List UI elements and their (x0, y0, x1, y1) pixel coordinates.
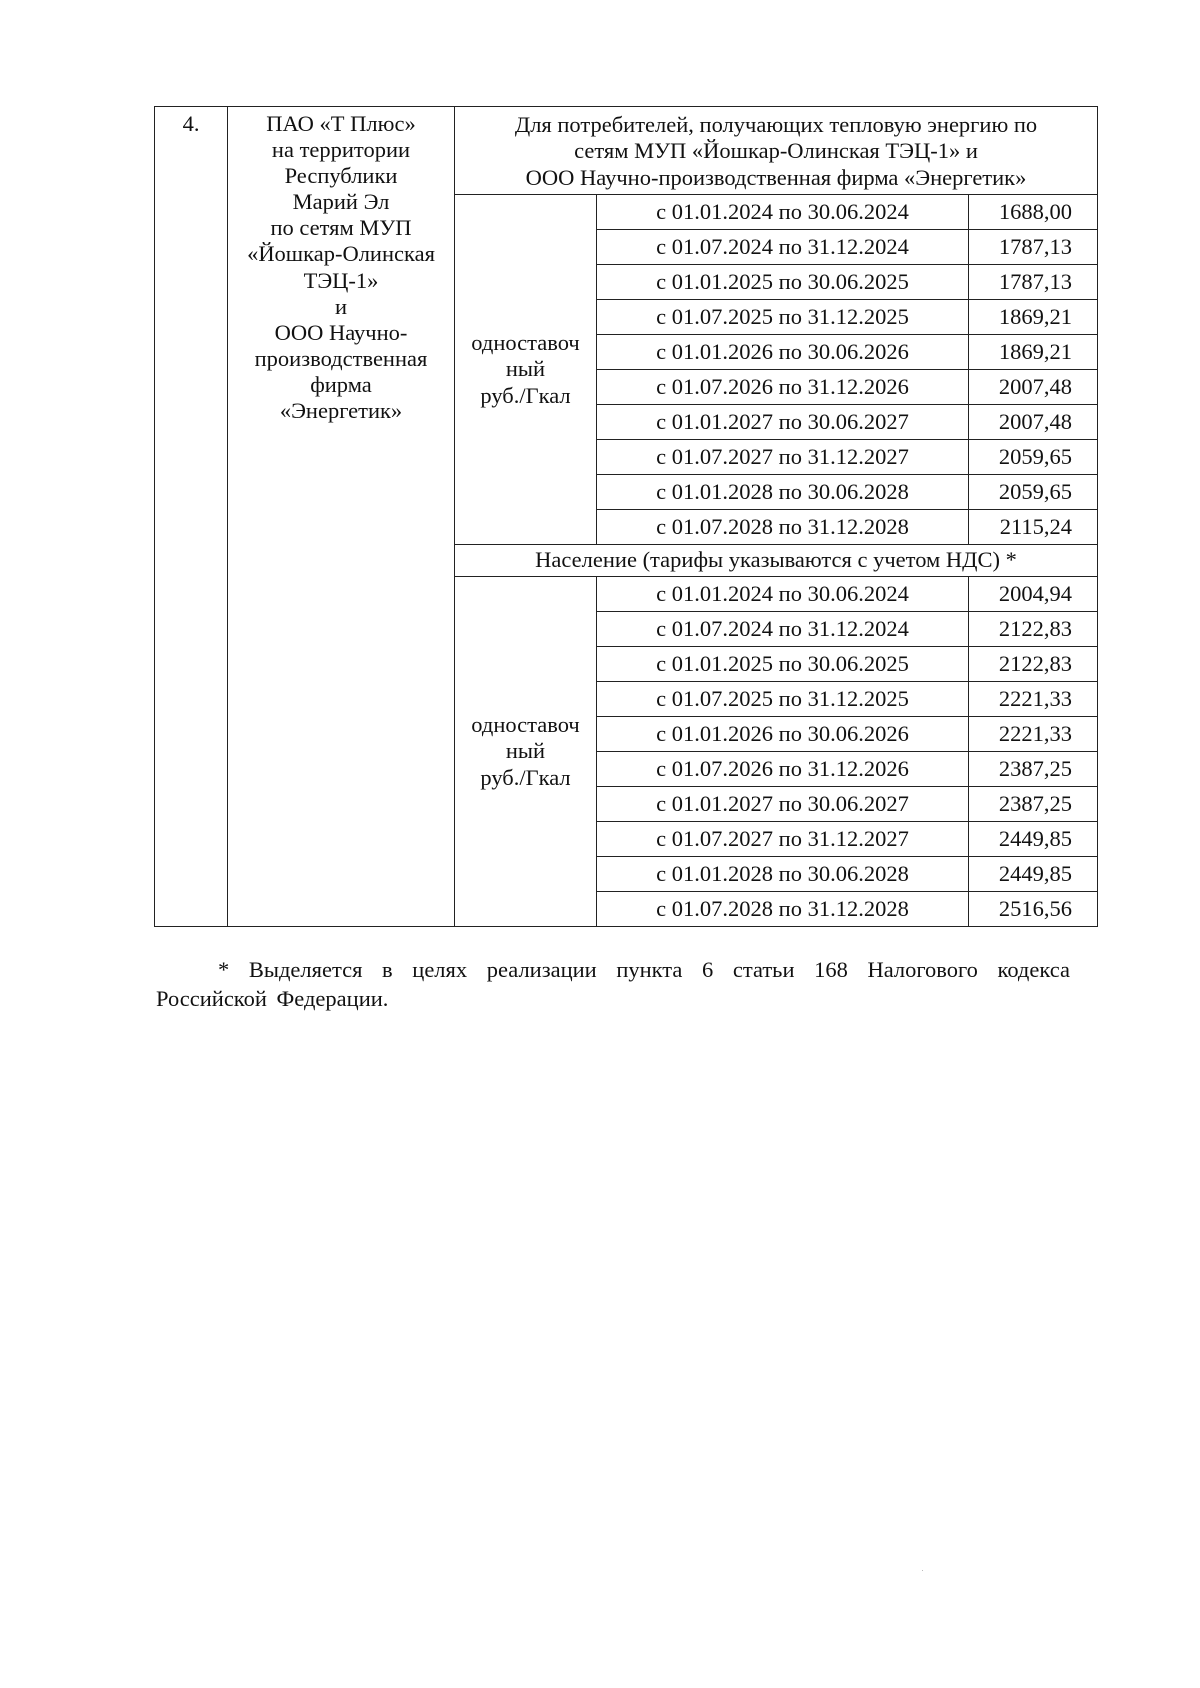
tariff-type-line: ный (505, 356, 546, 382)
organization-line: Марий Эл (292, 189, 390, 215)
period-cell: с 01.07.2028 по 31.12.2028 (597, 892, 969, 927)
period-cell: с 01.01.2028 по 30.06.2028 (597, 857, 969, 892)
tariff-type-line: одноставоч (471, 712, 580, 738)
tariff-table-body (155, 107, 1098, 927)
tariff-type-line: руб./Гкал (480, 764, 571, 790)
organization-line: ТЭЦ-1» (303, 267, 379, 293)
tariff-value-cell: 1688,00 (969, 195, 1098, 230)
period-cell: с 01.07.2027 по 31.12.2027 (597, 822, 969, 857)
tariff-value-cell: 1869,21 (969, 300, 1098, 335)
section1-header (455, 107, 1098, 195)
organization-line: по сетям МУП (270, 215, 412, 241)
section2-tariff-type (455, 577, 597, 927)
period-cell: с 01.07.2027 по 31.12.2027 (597, 440, 969, 475)
tariff-value-cell: 2221,33 (969, 682, 1098, 717)
tariff-value-cell: 2387,25 (969, 752, 1098, 787)
tariff-value-cell: 2115,24 (969, 510, 1098, 545)
period-cell: с 01.01.2024 по 30.06.2024 (597, 195, 969, 230)
row-number: 4. (155, 107, 228, 927)
scan-speck (922, 1570, 923, 1571)
tariff-value-cell: 2007,48 (969, 405, 1098, 440)
organization-line: на территории (271, 137, 411, 163)
section2-header: Население (тарифы указываются с учетом НДС) * (455, 545, 1098, 577)
footnote: * Выделяется в целях реализации пункта 6 статьи 168 Налогового кодекса Российской Федерации. (156, 957, 1070, 1011)
section1-tariff-type (455, 195, 597, 545)
section1-header-line: сетям МУП «Йошкар-Олинская ТЭЦ-1» и (574, 138, 978, 164)
tariff-value-cell: 2059,65 (969, 475, 1098, 510)
organization-line: ООО Научно- (274, 319, 408, 345)
period-cell: с 01.07.2028 по 31.12.2028 (597, 510, 969, 545)
organization-line: ПАО «Т Плюс» (266, 111, 416, 136)
period-cell: с 01.07.2025 по 31.12.2025 (597, 682, 969, 717)
tariff-value-cell: 2449,85 (969, 822, 1098, 857)
tariff-value-cell: 2059,65 (969, 440, 1098, 475)
organization-line: «Энергетик» (279, 398, 403, 424)
period-cell: с 01.01.2024 по 30.06.2024 (597, 577, 969, 612)
organization-line: «Йошкар-Олинская (247, 241, 435, 267)
period-cell: с 01.01.2027 по 30.06.2027 (597, 405, 969, 440)
period-cell: с 01.01.2025 по 30.06.2025 (597, 647, 969, 682)
period-cell: с 01.01.2027 по 30.06.2027 (597, 787, 969, 822)
tariff-value-cell: 2516,56 (969, 892, 1098, 927)
tariff-value-cell: 2387,25 (969, 787, 1098, 822)
period-cell: с 01.07.2025 по 31.12.2025 (597, 300, 969, 335)
organization-name (228, 107, 455, 927)
tariff-type-line: одноставоч (471, 330, 580, 356)
tariff-value-cell: 2449,85 (969, 857, 1098, 892)
tariff-value-cell: 1869,21 (969, 335, 1098, 370)
section1-header-line: ООО Научно-производственная фирма «Энергетик» (525, 164, 1027, 190)
tariff-value-cell: 2122,83 (969, 647, 1098, 682)
tariff-value-cell: 1787,13 (969, 265, 1098, 300)
period-cell: с 01.07.2026 по 31.12.2026 (597, 752, 969, 787)
section1-header-line: Для потребителей, получающих тепловую энергию по (514, 112, 1038, 138)
period-cell: с 01.07.2024 по 31.12.2024 (597, 612, 969, 647)
period-cell: с 01.01.2026 по 30.06.2026 (597, 717, 969, 752)
period-cell: с 01.01.2026 по 30.06.2026 (597, 335, 969, 370)
organization-line: производственная (254, 345, 428, 371)
tariff-value-cell: 2004,94 (969, 577, 1098, 612)
section1-header-row (155, 107, 1098, 195)
period-cell: с 01.07.2024 по 31.12.2024 (597, 230, 969, 265)
tariff-value-cell: 2221,33 (969, 717, 1098, 752)
period-cell: с 01.01.2025 по 30.06.2025 (597, 265, 969, 300)
tariff-value-cell: 1787,13 (969, 230, 1098, 265)
organization-line: фирма (310, 371, 372, 397)
tariff-value-cell: 2007,48 (969, 370, 1098, 405)
tariff-type-line: руб./Гкал (480, 382, 571, 408)
tariff-table (154, 106, 1098, 927)
organization-line: Республики (284, 163, 398, 189)
period-cell: с 01.07.2026 по 31.12.2026 (597, 370, 969, 405)
period-cell: с 01.01.2028 по 30.06.2028 (597, 475, 969, 510)
tariff-value-cell: 2122,83 (969, 612, 1098, 647)
tariff-type-line: ный (505, 738, 546, 764)
organization-line: и (334, 293, 348, 319)
